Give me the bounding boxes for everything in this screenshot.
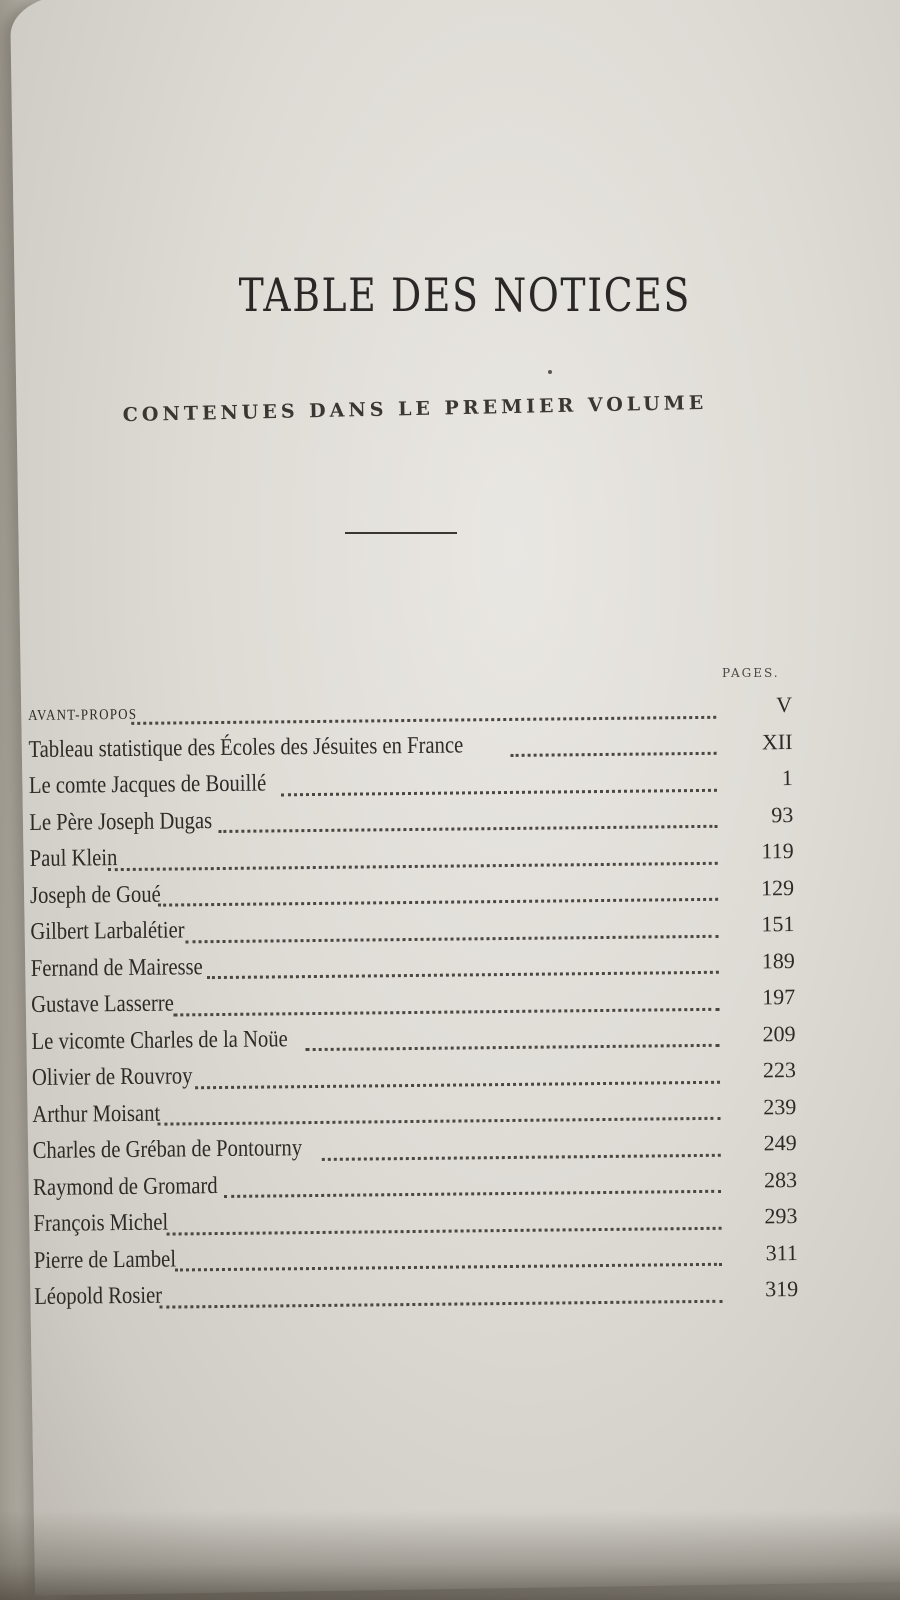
- toc-entry-label: Gustave Lasserre: [31, 990, 175, 1018]
- ornament-dot: [548, 370, 552, 374]
- bottom-shadow: [0, 1510, 900, 1600]
- toc-entry-label: Le vicomte Charles de la Noüe: [31, 1025, 288, 1055]
- toc-entry-label: François Michel: [33, 1209, 169, 1237]
- toc-entry-label: Raymond de Gromard: [32, 1172, 218, 1201]
- toc-entry-page: 93: [771, 801, 794, 827]
- toc-entry-page: 319: [765, 1275, 799, 1302]
- dot-leader: [195, 1081, 720, 1090]
- dot-leader: [306, 1044, 720, 1051]
- toc-entry-page: 293: [764, 1202, 798, 1229]
- toc-entry-label: Le Père Joseph Dugas: [29, 807, 213, 836]
- dot-leader: [281, 789, 717, 797]
- toc-entry-page: XII: [761, 728, 793, 754]
- dot-leader: [158, 898, 718, 907]
- dot-leader: [218, 825, 717, 833]
- toc-entry-page: 197: [762, 983, 796, 1010]
- toc-entry-label: AVANT-PROPOS: [28, 706, 138, 724]
- toc-entry-label: Tableau statistique des Écoles des Jésuites en France: [28, 731, 464, 763]
- pages-column-header: PAGES.: [722, 666, 780, 680]
- toc-entry-page: 311: [765, 1239, 798, 1265]
- dot-leader: [173, 1008, 719, 1017]
- toc-entry-label: Le comte Jacques de Bouillé: [28, 770, 267, 799]
- toc-entry-page: 223: [762, 1056, 797, 1083]
- toc-entry-label: Paul Klein: [29, 845, 118, 872]
- table-of-contents: [28, 692, 804, 1321]
- dot-leader: [510, 752, 717, 757]
- toc-entry-label: Arthur Moisant: [32, 1100, 161, 1128]
- dot-leader: [186, 935, 719, 944]
- toc-entry-page: 1: [781, 764, 793, 791]
- dot-leader: [207, 971, 719, 979]
- toc-entry-label: Joseph de Goué: [29, 881, 161, 909]
- dot-leader: [322, 1154, 721, 1161]
- toc-entry-page: 129: [760, 874, 795, 900]
- toc-entry-page: 239: [763, 1093, 797, 1119]
- toc-entry-page: 209: [762, 1020, 796, 1046]
- dot-leader: [224, 1190, 721, 1198]
- toc-entry-label: Charles de Gréban de Pontourny: [32, 1135, 303, 1164]
- toc-entry-label: Fernand de Mairesse: [30, 953, 203, 982]
- toc-entry-label: Léopold Rosier: [34, 1282, 163, 1310]
- toc-entry-label: Pierre de Lambel: [33, 1245, 177, 1274]
- dot-leader: [131, 716, 716, 725]
- toc-entry-page: 119: [761, 837, 794, 864]
- dot-leader: [159, 1300, 722, 1309]
- toc-entry-page: V: [776, 691, 793, 718]
- toc-entry-page: 283: [763, 1166, 798, 1192]
- title-rule: [345, 532, 457, 534]
- page-title: TABLE DES NOTICES: [238, 268, 691, 322]
- toc-entry-page: 249: [763, 1129, 797, 1156]
- dot-leader: [108, 862, 718, 871]
- page-subtitle: CONTENUES DANS LE PREMIER VOLUME: [122, 391, 708, 427]
- dot-leader: [157, 1117, 720, 1126]
- toc-entry-label: Gilbert Larbalétier: [30, 917, 185, 945]
- dot-leader: [175, 1263, 722, 1272]
- dot-leader: [166, 1227, 721, 1236]
- toc-entry-label: Olivier de Rouvroy: [31, 1063, 193, 1091]
- toc-entry-page: 189: [761, 947, 795, 973]
- toc-entry-page: 151: [761, 910, 795, 937]
